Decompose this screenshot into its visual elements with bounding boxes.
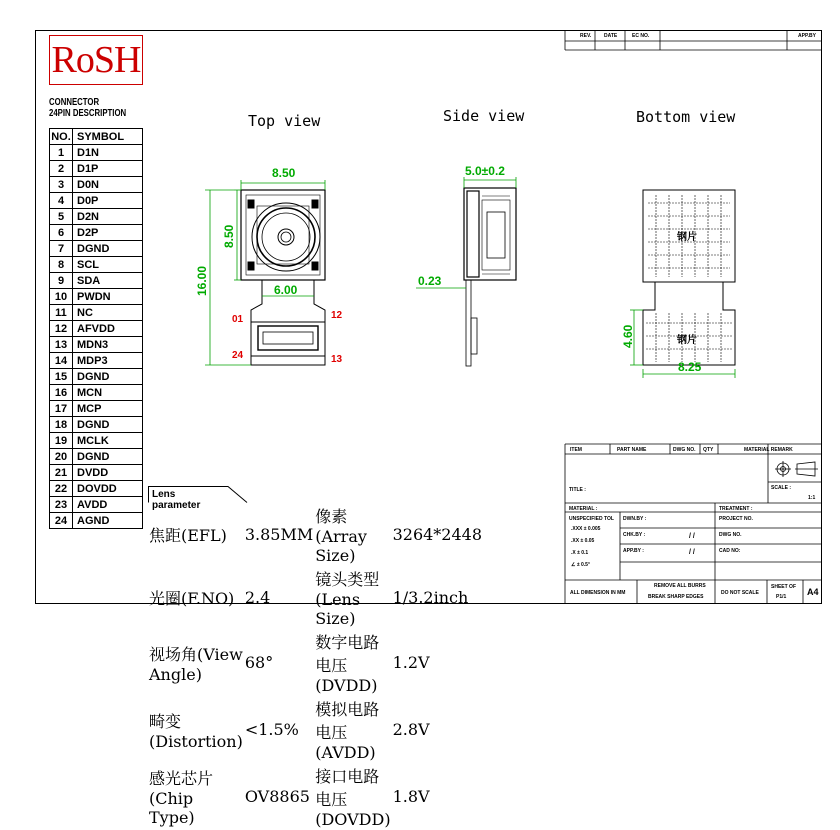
pin-number: 1 <box>50 145 73 161</box>
pin-number: 4 <box>50 193 73 209</box>
tb-break-edges: BREAK SHARP EDGES <box>648 594 704 600</box>
pin-number: 11 <box>50 305 73 321</box>
tb-chk-by: CHK.BY : <box>623 532 646 538</box>
lens-param-value: 2.8V <box>392 720 430 739</box>
pin-number: 12 <box>50 321 73 337</box>
lens-row <box>148 696 483 763</box>
dim-total-length: 16.00 <box>195 265 209 296</box>
lens-param-name: 数字电路电压(DVDD) <box>315 633 380 695</box>
tb-scale-val: 1:1 <box>808 495 816 501</box>
pin-number: 24 <box>50 513 73 529</box>
lens-param-name: 畸变(Distortion) <box>149 711 243 751</box>
lens-param-name: 镜头类型(Lens Size) <box>315 570 380 628</box>
tb-title: TITLE : <box>569 487 586 493</box>
pin-symbol: MCN <box>73 385 143 401</box>
pin-number: 5 <box>50 209 73 225</box>
dim-bottom-height: 4.60 <box>621 324 635 348</box>
tb-unspecified-tol: UNSPECIFIED TOL <box>569 516 614 522</box>
app-by-label: APP.BY <box>798 33 816 39</box>
pin-symbol: D1N <box>73 145 143 161</box>
steel-label-top: 钢片 <box>677 232 697 243</box>
pin-symbol: NC <box>73 305 143 321</box>
pin-number: 16 <box>50 385 73 401</box>
pin-title-line1: CONNECTOR <box>49 97 100 108</box>
lens-row <box>148 629 483 696</box>
tb-scale: SCALE : <box>771 485 791 491</box>
lens-param-value: 68° <box>244 653 274 672</box>
lens-row <box>148 566 483 629</box>
pin-number: 20 <box>50 449 73 465</box>
dim-side-thickness: 5.0±0.2 <box>465 164 505 178</box>
pin-col-symbol: SYMBOL <box>73 129 143 145</box>
lens-header: Lens parameter <box>152 489 201 511</box>
pin-number: 19 <box>50 433 73 449</box>
tb-date-sep-2: / / <box>689 549 695 556</box>
pin-symbol: AFVDD <box>73 321 143 337</box>
tb-tol4: ∠ ± 0.5° <box>571 562 590 568</box>
pin-symbol: MCP <box>73 401 143 417</box>
pin-number: 3 <box>50 177 73 193</box>
tb-item: ITEM <box>570 447 582 453</box>
pin-symbol: DGND <box>73 449 143 465</box>
lens-param-value: <1.5% <box>244 720 299 739</box>
tb-tol1: .XXX ± 0.005 <box>571 526 601 532</box>
lens-param-value: 1.2V <box>392 653 430 672</box>
tb-cad-no: CAD NO: <box>719 548 741 554</box>
pin-number: 14 <box>50 353 73 369</box>
pin-symbol: SDA <box>73 273 143 289</box>
tb-dwg-no: DWG NO. <box>673 447 696 453</box>
pin-number: 23 <box>50 497 73 513</box>
pin-symbol: DGND <box>73 417 143 433</box>
tb-tol3: .X ± 0.1 <box>571 550 589 556</box>
ec-no-label: EC NO. <box>632 33 650 39</box>
side-view-dims <box>416 177 516 288</box>
pin-number: 6 <box>50 225 73 241</box>
tb-project-no: PROJECT NO. <box>719 516 753 522</box>
pin-number: 15 <box>50 369 73 385</box>
pin-symbol: D2P <box>73 225 143 241</box>
tb-qty: QTY <box>703 447 714 453</box>
rosh-logo: RoSH <box>49 35 143 85</box>
tb-material-remark: MATERIAL REMARK <box>744 447 793 453</box>
top-view-title: Top view <box>248 112 321 130</box>
tb-treatment: TREATMENT : <box>719 506 753 512</box>
lens-param-name: 光圈(F.NO) <box>149 589 235 608</box>
top-view-dims <box>205 180 325 365</box>
pin-symbol: DVDD <box>73 465 143 481</box>
pin-symbol: DOVDD <box>73 481 143 497</box>
side-view-title: Side view <box>443 107 525 125</box>
tb-remove-burrs: REMOVE ALL BURRS <box>654 583 706 589</box>
pin-number: 2 <box>50 161 73 177</box>
lens-param-value: OV8865 <box>244 787 310 806</box>
dim-bottom-width: 8.25 <box>678 360 702 374</box>
lens-row <box>148 503 483 566</box>
tb-sheet-val: P1/1 <box>776 594 787 600</box>
pin-symbol: MDP3 <box>73 353 143 369</box>
steel-label-bottom: 钢片 <box>677 335 697 346</box>
pin-title-line2: 24PIN DESCRIPTION <box>49 108 127 119</box>
pin-symbol: D2N <box>73 209 143 225</box>
tb-all-dim: ALL DIMENSION IN MM <box>570 590 626 596</box>
tb-sheet-of: SHEET OF <box>771 584 797 590</box>
pin-symbol: AVDD <box>73 497 143 513</box>
dim-fpc-thickness: 0.23 <box>418 274 442 288</box>
pin-label-01: 01 <box>232 314 244 325</box>
lens-param-name: 模拟电路电压(AVDD) <box>315 700 380 762</box>
dim-top-height: 8.50 <box>222 224 236 248</box>
bottom-view-title: Bottom view <box>636 108 736 126</box>
pin-number: 7 <box>50 241 73 257</box>
pin-number: 13 <box>50 337 73 353</box>
pin-label-24: 24 <box>232 350 244 361</box>
lens-param-value: 2.4 <box>244 588 271 607</box>
pin-label-13: 13 <box>331 354 343 365</box>
tb-material: MATERIAL : <box>569 506 598 512</box>
pin-symbol: MCLK <box>73 433 143 449</box>
pin-label-12: 12 <box>331 310 343 321</box>
pin-number: 17 <box>50 401 73 417</box>
pin-symbol: D1P <box>73 161 143 177</box>
lens-param-name: 焦距(EFL) <box>149 526 227 545</box>
lens-table <box>148 503 483 830</box>
tb-tol2: .XX ± 0.05 <box>571 538 595 544</box>
pin-number: 9 <box>50 273 73 289</box>
pin-symbol: AGND <box>73 513 143 529</box>
pin-number: 21 <box>50 465 73 481</box>
date-label: DATE <box>604 33 618 39</box>
pin-number: 18 <box>50 417 73 433</box>
pin-number: 10 <box>50 289 73 305</box>
lens-row <box>148 763 483 830</box>
pin-symbol: MDN3 <box>73 337 143 353</box>
lens-param-name: 像素(Array Size) <box>315 507 367 565</box>
lens-param-value: 1.8V <box>392 787 430 806</box>
tb-date-sep-1: / / <box>689 533 695 540</box>
pin-number: 22 <box>50 481 73 497</box>
pin-symbol: DGND <box>73 241 143 257</box>
lens-param-name: 视场角(View Angle) <box>149 644 243 684</box>
tb-size: A4 <box>807 587 819 597</box>
side-view-drawing <box>464 188 516 366</box>
lens-param-name: 感光芯片(Chip Type) <box>149 769 214 827</box>
tb-dwn-by: DWN.BY : <box>623 516 647 522</box>
pin-symbol: DGND <box>73 369 143 385</box>
pin-symbol: PWDN <box>73 289 143 305</box>
pin-symbol: D0P <box>73 193 143 209</box>
tb-part-name: PART NAME <box>617 447 647 453</box>
title-block-lines <box>565 444 822 604</box>
lens-param-name: 接口电路电压(DOVDD) <box>315 767 391 829</box>
tb-do-not-scale: DO NOT SCALE <box>721 590 759 596</box>
lens-param-value: 1/3.2inch <box>392 588 469 607</box>
tb-dwg-no2: DWG NO. <box>719 532 742 538</box>
pin-col-no: NO. <box>51 130 71 143</box>
dim-connector-width: 6.00 <box>274 283 298 297</box>
tb-app-by: APP.BY : <box>623 548 644 554</box>
lens-param-value: 3.85MM <box>244 525 314 544</box>
pin-symbol: SCL <box>73 257 143 273</box>
pin-number: 8 <box>50 257 73 273</box>
pin-symbol: D0N <box>73 177 143 193</box>
lens-param-value: 3264*2448 <box>392 525 483 544</box>
rev-label: REV. <box>580 33 592 39</box>
top-view-drawing <box>241 190 325 365</box>
dim-top-width: 8.50 <box>272 166 296 180</box>
